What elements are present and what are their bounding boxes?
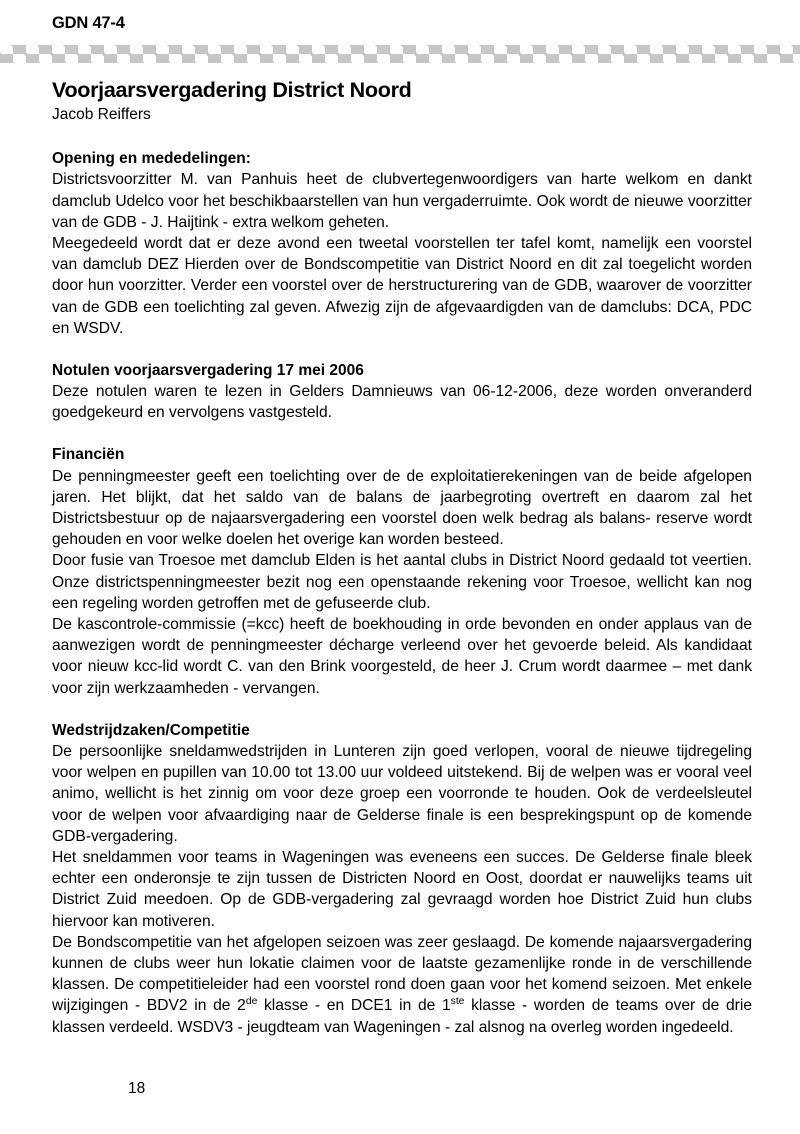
section-opening-en-mededelingen [52,149,752,339]
section-paragraph: De persoonlijke sneldamwedstrijden in Lunteren zijn goed verlopen, vooral de nieuwe tijdregeling voor welpen en pupillen van 10.00 tot 13.00 uur voldeed uitstekend. Bij de welpen was er vooral veel animo, wellicht is het zinnig om voor deze groep een voorronde te houden. Ook de verdeelsleutel voor de welpen voor afvaardiging naar de Gelderse finale is een besprekingspunt op de komende GDB-vergadering. [52,743,752,845]
section-heading: Opening en mededelingen: [52,150,251,168]
author-byline: Jacob Reiffers [52,105,151,123]
section-paragraph: Het sneldammen voor teams in Wageningen was eveneens een succes. De Gelderse finale bleek echter een onderonsje te zijn tussen de Districten Noord en Oost, doordat er nauwelijks teams uit District Zuid meedoen. Op de GDB-vergadering zal gevraagd worden hoe District Zuid hun clubs hiervoor kan motiveren. [52,849,752,930]
paragraph-text-part: klasse - worden de teams over de drie klassen verdeeld. WSDV3 - jeugdteam van Wageningen - zal alsnog na overleg worden ingedeeld. [52,997,752,1036]
section-heading: Wedstrijdzaken/Competitie [52,721,250,739]
section-notulen-voorjaarsvergadering [52,361,752,424]
section-paragraph: De penningmeester geeft een toelichting over de de exploitatierekeningen van de beide afgelopen jaren. Het blijkt, dat het saldo van de balans de jaarbegroting overtreft en daarom zal het Districtsbestuur op de najaarsvergadering een voorstel doen welk bedrag als balans- reserve wordt gehouden en voor welke doelen het overige kan worden besteed. [52,467,752,549]
paragraph-text-part: klasse - en DCE1 in de 1 [257,997,451,1015]
section-paragraph-with-superscripts [52,932,752,1038]
checkered-divider-rule [0,45,800,63]
section-heading: Notulen voorjaarsvergadering 17 mei 2006 [52,361,364,379]
ordinal-superscript-ste: ste [450,996,465,1008]
ordinal-superscript-de: de [245,996,258,1008]
page-number: 18 [128,1080,146,1097]
section-wedstrijdzaken-competitie [52,721,752,1038]
section-financien [52,445,752,698]
section-paragraph: Door fusie van Troesoe met damclub Elden is het aantal clubs in District Noord gedaald tot veertien. Onze districtspenningmeester bezit nog een openstaande rekening voor Troesoe, wellicht kan nog een regeling worden getroffen met de gefuseerde club. [52,552,752,612]
section-heading: Financiën [52,446,125,464]
page-title: Voorjaarsvergadering District Noord [52,78,412,102]
section-paragraph: Meegedeeld wordt dat er deze avond een tweetal voorstellen ter tafel komt, namelijk een voorstel van damclub DEZ Hierden over de Bondscompetitie van District Noord en dit zal toegelicht worden door hun voorzitter. Verder een voorstel over de herstructurering van de GDB, waarover de voorzitter van de GDB een toelichting zal geven. Afwezig zijn de afgevaardigden van de damclubs: DCA, PDC en WSDV. [52,234,752,337]
section-paragraph: De kascontrole-commissie (=kcc) heeft de boekhouding in orde bevonden en onder applaus van de aanwezigen wordt de penningmeester décharge verleend over het gevoerde beleid. Als kandidaat voor nieuw kcc-lid wordt C. van den Brink voorgesteld, de heer J. Crum wordt daarmee – met dank voor zijn werkzaamheden - vervangen. [52,616,752,697]
section-paragraph: Districtsvoorzitter M. van Panhuis heet de clubvertegenwoordigers van harte welkom en dankt damclub Udelco voor het beschikbaarstellen van hun vergaderruimte. Ook wordt de nieuwe voorzitter van de GDB - J. Haijtink - extra welkom geheten. [52,171,752,231]
running-header: GDN 47-4 [52,14,125,32]
section-paragraph: Deze notulen waren te lezen in Gelders Damnieuws van 06-12-2006, deze worden onveranderd goedgekeurd en vervolgens vastgesteld. [52,383,752,422]
document-content-column [52,78,752,1038]
paragraph-text-part: De Bondscompetitie van het afgelopen seizoen was zeer geslaagd. De komende najaarsvergadering kunnen de clubs weer hun lokatie claimen voor de laatste gezamenlijke ronde in de verschillende klassen. De competitieleider had een voorstel rond doen gaan voor het komend seizoen. Met enkele wijzigingen - BDV2 in de 2 [52,933,752,1015]
